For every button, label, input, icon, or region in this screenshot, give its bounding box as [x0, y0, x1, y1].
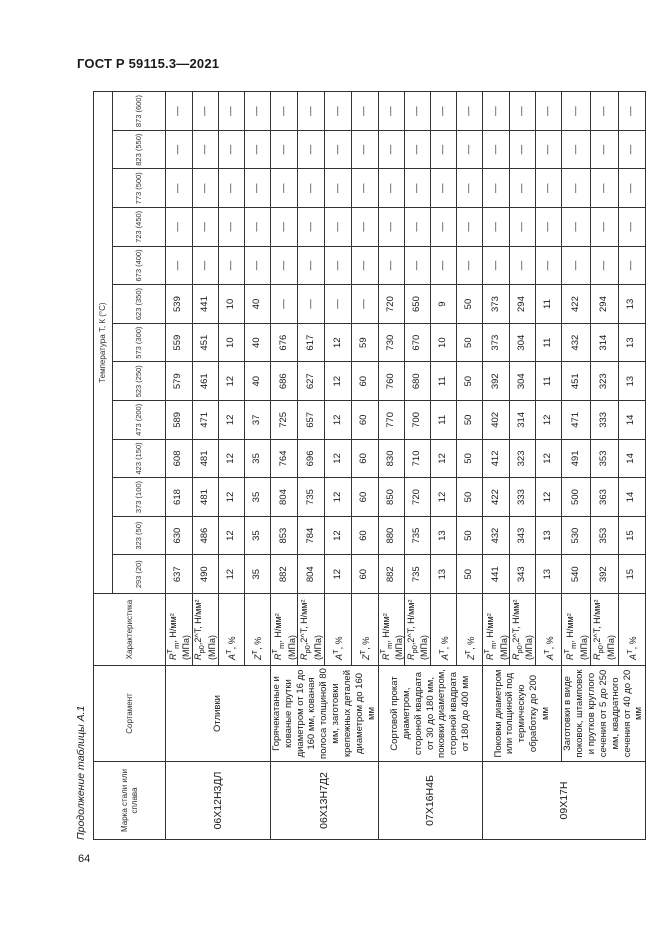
value-cell: 13	[536, 555, 562, 594]
characteristic-cell: $Z^T$, %	[351, 594, 378, 666]
value-cell: 686	[270, 362, 298, 401]
value-cell: —	[590, 169, 618, 208]
header-temp: 293 (20)	[113, 555, 166, 594]
value-cell: 850	[378, 478, 405, 517]
header-temp: 373 (100)	[113, 478, 166, 517]
value-cell: 13	[536, 516, 562, 555]
value-cell: —	[192, 92, 218, 131]
value-cell: —	[298, 130, 325, 169]
rotated-table-area	[73, 80, 645, 840]
value-cell: 50	[457, 401, 483, 440]
value-cell: 11	[431, 362, 457, 401]
value-cell: —	[405, 130, 431, 169]
value-cell: 353	[590, 439, 618, 478]
value-cell: 15	[618, 516, 646, 555]
value-cell: 14	[618, 401, 646, 440]
value-cell: 50	[457, 323, 483, 362]
value-cell: —	[618, 208, 646, 247]
value-cell: —	[378, 92, 405, 131]
value-cell: 10	[218, 285, 244, 324]
value-cell: 13	[618, 362, 646, 401]
value-cell: 60	[351, 516, 378, 555]
value-cell: 451	[192, 323, 218, 362]
value-cell: 471	[192, 401, 218, 440]
value-cell: 12	[325, 478, 352, 517]
value-cell: —	[270, 208, 298, 247]
header-temp: 823 (550)	[113, 130, 166, 169]
value-cell: 830	[378, 439, 405, 478]
header-temp: 773 (500)	[113, 169, 166, 208]
value-cell: —	[351, 92, 378, 131]
value-cell: 12	[536, 439, 562, 478]
value-cell: 617	[298, 323, 325, 362]
value-cell: —	[270, 285, 298, 324]
value-cell: —	[378, 169, 405, 208]
value-cell: 12	[218, 516, 244, 555]
value-cell: 710	[405, 439, 431, 478]
value-cell: 60	[351, 555, 378, 594]
value-cell: 333	[510, 478, 536, 517]
value-cell: 304	[510, 323, 536, 362]
value-cell: 500	[562, 478, 591, 517]
value-cell: 50	[457, 362, 483, 401]
value-cell: —	[218, 130, 244, 169]
value-cell: 471	[562, 401, 591, 440]
characteristic-cell: $A^T$, %	[325, 594, 352, 666]
value-cell: —	[431, 92, 457, 131]
value-cell: 294	[510, 285, 536, 324]
value-cell: 559	[166, 323, 193, 362]
value-cell: 481	[192, 439, 218, 478]
value-cell: —	[510, 169, 536, 208]
header-grade: Марка стали или сплава	[94, 762, 166, 840]
value-cell: —	[325, 208, 352, 247]
value-cell: 314	[510, 401, 536, 440]
value-cell: 12	[325, 555, 352, 594]
assortment-cell: Сортовой прокат диаметром, стороной квадрата от 30 до 180 мм, поковки диаметром, стороной квадрата от 180 до 400 мм	[378, 666, 483, 762]
value-cell: 412	[483, 439, 510, 478]
value-cell: 304	[510, 362, 536, 401]
value-cell: 60	[351, 401, 378, 440]
value-cell: —	[298, 208, 325, 247]
value-cell: —	[298, 285, 325, 324]
value-cell: —	[351, 285, 378, 324]
value-cell: 392	[590, 555, 618, 594]
value-cell: 12	[325, 439, 352, 478]
header-temp: 323 (50)	[113, 516, 166, 555]
value-cell: —	[431, 130, 457, 169]
value-cell: 12	[218, 401, 244, 440]
page-number: 64	[78, 853, 91, 865]
value-cell: 60	[351, 478, 378, 517]
value-cell: —	[270, 169, 298, 208]
value-cell: 323	[510, 439, 536, 478]
value-cell: 12	[536, 401, 562, 440]
characteristic-cell: $R^T_m$, Н/мм² (МПа)	[562, 594, 591, 666]
value-cell: —	[270, 246, 298, 285]
value-cell: —	[536, 92, 562, 131]
value-cell: —	[405, 208, 431, 247]
value-cell: —	[325, 246, 352, 285]
assortment-cell: Заготовки в виде поковок, штамповок и прутков круглого сечения от 5 до 250 мм, квадратного сечения от 40 до 20 мм	[562, 666, 646, 762]
value-cell: 540	[562, 555, 591, 594]
value-cell: —	[431, 246, 457, 285]
characteristic-cell: $R^T_m$, Н/мм² (МПа)	[270, 594, 298, 666]
value-cell: —	[325, 169, 352, 208]
value-cell: 696	[298, 439, 325, 478]
value-cell: —	[244, 130, 270, 169]
table-row	[483, 92, 510, 840]
value-cell: 700	[405, 401, 431, 440]
grade-cell: 07Х16Н4Б	[378, 762, 483, 840]
value-cell: 882	[378, 555, 405, 594]
value-cell: 343	[510, 555, 536, 594]
value-cell: 35	[244, 478, 270, 517]
value-cell: —	[590, 208, 618, 247]
characteristic-cell: $R_{p0},2\^{}T$, Н/мм² (МПа)	[192, 594, 218, 666]
characteristic-cell: $A^T$, %	[218, 594, 244, 666]
value-cell: —	[166, 130, 193, 169]
value-cell: 720	[378, 285, 405, 324]
value-cell: 11	[431, 401, 457, 440]
value-cell: —	[618, 130, 646, 169]
value-cell: —	[218, 246, 244, 285]
value-cell: —	[325, 285, 352, 324]
value-cell: 804	[298, 555, 325, 594]
value-cell: 12	[218, 439, 244, 478]
value-cell: 12	[536, 478, 562, 517]
value-cell: —	[192, 246, 218, 285]
value-cell: 13	[618, 323, 646, 362]
table-row	[166, 92, 193, 840]
value-cell: 14	[618, 439, 646, 478]
value-cell: 11	[536, 323, 562, 362]
value-cell: 373	[483, 323, 510, 362]
value-cell: 40	[244, 362, 270, 401]
value-cell: —	[378, 208, 405, 247]
value-cell: 432	[562, 323, 591, 362]
value-cell: —	[562, 92, 591, 131]
value-cell: 530	[562, 516, 591, 555]
value-cell: 579	[166, 362, 193, 401]
value-cell: 441	[192, 285, 218, 324]
value-cell: 422	[562, 285, 591, 324]
value-cell: —	[244, 208, 270, 247]
properties-table	[93, 91, 646, 840]
value-cell: 770	[378, 401, 405, 440]
value-cell: 486	[192, 516, 218, 555]
value-cell: —	[192, 169, 218, 208]
header-temperature: Температура T, К (°С)	[94, 92, 113, 594]
value-cell: 333	[590, 401, 618, 440]
value-cell: —	[562, 130, 591, 169]
value-cell: 13	[431, 516, 457, 555]
value-cell: —	[244, 246, 270, 285]
value-cell: 491	[562, 439, 591, 478]
value-cell: 880	[378, 516, 405, 555]
value-cell: 735	[298, 478, 325, 517]
value-cell: 735	[405, 555, 431, 594]
value-cell: —	[562, 208, 591, 247]
header-temp: 473 (200)	[113, 401, 166, 440]
value-cell: —	[510, 246, 536, 285]
value-cell: —	[218, 208, 244, 247]
characteristic-cell: $R^T_m$, Н/мм² (МПа)	[166, 594, 193, 666]
value-cell: 11	[536, 285, 562, 324]
value-cell: —	[218, 92, 244, 131]
value-cell: —	[483, 246, 510, 285]
value-cell: —	[244, 169, 270, 208]
value-cell: 725	[270, 401, 298, 440]
value-cell: 657	[298, 401, 325, 440]
value-cell: 12	[325, 362, 352, 401]
value-cell: —	[192, 208, 218, 247]
value-cell: 670	[405, 323, 431, 362]
table-row	[270, 92, 298, 840]
value-cell: 35	[244, 516, 270, 555]
value-cell: 627	[298, 362, 325, 401]
value-cell: 13	[431, 555, 457, 594]
value-cell: 60	[351, 362, 378, 401]
characteristic-cell: $Z^T$, %	[457, 594, 483, 666]
value-cell: —	[483, 92, 510, 131]
characteristic-cell: $R^T_m$, Н/мм² (МПа)	[378, 594, 405, 666]
characteristic-cell: $Z^T$, %	[244, 594, 270, 666]
value-cell: 637	[166, 555, 193, 594]
value-cell: —	[431, 169, 457, 208]
value-cell: —	[378, 130, 405, 169]
value-cell: 50	[457, 555, 483, 594]
value-cell: 804	[270, 478, 298, 517]
value-cell: 608	[166, 439, 193, 478]
value-cell: 618	[166, 478, 193, 517]
characteristic-cell: $R_{p0},2\^{}T$, Н/мм² (МПа)	[298, 594, 325, 666]
value-cell: —	[483, 208, 510, 247]
value-cell: —	[618, 169, 646, 208]
header-temp: 523 (250)	[113, 362, 166, 401]
value-cell: 50	[457, 439, 483, 478]
grade-cell: 09Х17Н	[483, 762, 646, 840]
header-temp: 623 (350)	[113, 285, 166, 324]
value-cell: —	[510, 92, 536, 131]
value-cell: —	[351, 246, 378, 285]
value-cell: 373	[483, 285, 510, 324]
value-cell: —	[244, 92, 270, 131]
value-cell: 764	[270, 439, 298, 478]
header-temp: 573 (300)	[113, 323, 166, 362]
table-row	[378, 92, 405, 840]
value-cell: 12	[431, 478, 457, 517]
value-cell: 59	[351, 323, 378, 362]
assortment-cell: Горячекатаные и кованые прутки диаметром от 16 до 160 мм, кованая полоса толщиной 80 мм, заготовки крепежных деталей диаметром до 160 мм	[270, 666, 378, 762]
table-caption: Продолжение таблицы А.1	[75, 705, 87, 840]
value-cell: 11	[536, 362, 562, 401]
value-cell: —	[618, 246, 646, 285]
value-cell: —	[218, 169, 244, 208]
value-cell: —	[166, 246, 193, 285]
value-cell: 490	[192, 555, 218, 594]
value-cell: —	[431, 208, 457, 247]
value-cell: 589	[166, 401, 193, 440]
value-cell: —	[166, 208, 193, 247]
value-cell: 10	[431, 323, 457, 362]
value-cell: —	[298, 169, 325, 208]
value-cell: 35	[244, 555, 270, 594]
grade-cell: 06Х12Н3ДЛ	[166, 762, 271, 840]
value-cell: 461	[192, 362, 218, 401]
value-cell: —	[325, 130, 352, 169]
value-cell: —	[590, 130, 618, 169]
value-cell: 314	[590, 323, 618, 362]
value-cell: 760	[378, 362, 405, 401]
value-cell: —	[325, 92, 352, 131]
value-cell: 37	[244, 401, 270, 440]
value-cell: 12	[431, 439, 457, 478]
value-cell: —	[510, 130, 536, 169]
value-cell: 12	[325, 323, 352, 362]
value-cell: 323	[590, 362, 618, 401]
value-cell: 422	[483, 478, 510, 517]
value-cell: —	[270, 92, 298, 131]
value-cell: 451	[562, 362, 591, 401]
characteristic-cell: $A^T$, %	[536, 594, 562, 666]
header-temp: 673 (400)	[113, 246, 166, 285]
value-cell: 730	[378, 323, 405, 362]
value-cell: —	[590, 92, 618, 131]
value-cell: 720	[405, 478, 431, 517]
document-title: ГОСТ Р 59115.3—2021	[77, 56, 220, 71]
value-cell: —	[536, 130, 562, 169]
value-cell: 363	[590, 478, 618, 517]
value-cell: 441	[483, 555, 510, 594]
value-cell: 40	[244, 323, 270, 362]
value-cell: 539	[166, 285, 193, 324]
value-cell: 14	[618, 478, 646, 517]
table-row	[562, 92, 591, 840]
value-cell: —	[618, 92, 646, 131]
value-cell: —	[536, 169, 562, 208]
assortment-cell: Поковки диаметром или толщиной под термическую обработку до 200 мм	[483, 666, 562, 762]
value-cell: —	[405, 92, 431, 131]
value-cell: 15	[618, 555, 646, 594]
value-cell: —	[166, 92, 193, 131]
value-cell: —	[378, 246, 405, 285]
value-cell: 12	[218, 478, 244, 517]
characteristic-cell: $A^T$, %	[618, 594, 646, 666]
value-cell: —	[590, 246, 618, 285]
value-cell: 13	[618, 285, 646, 324]
value-cell: 343	[510, 516, 536, 555]
value-cell: 853	[270, 516, 298, 555]
header-characteristic: Характеристика	[94, 594, 166, 666]
characteristic-cell: $R_{p0},2\^{}T$, Н/мм² (МПа)	[405, 594, 431, 666]
value-cell: 481	[192, 478, 218, 517]
characteristic-cell: $R^T_m$, Н/мм² (МПа)	[483, 594, 510, 666]
value-cell: 630	[166, 516, 193, 555]
value-cell: 12	[325, 401, 352, 440]
value-cell: —	[270, 130, 298, 169]
value-cell: —	[351, 208, 378, 247]
value-cell: —	[457, 246, 483, 285]
value-cell: 35	[244, 439, 270, 478]
value-cell: —	[457, 208, 483, 247]
header-temp: 423 (150)	[113, 439, 166, 478]
value-cell: 50	[457, 516, 483, 555]
value-cell: 12	[218, 555, 244, 594]
value-cell: 12	[325, 516, 352, 555]
grade-cell: 06Х13Н7Д2	[270, 762, 378, 840]
value-cell: —	[192, 130, 218, 169]
value-cell: —	[457, 130, 483, 169]
value-cell: 392	[483, 362, 510, 401]
value-cell: —	[166, 169, 193, 208]
value-cell: 10	[218, 323, 244, 362]
value-cell: —	[457, 92, 483, 131]
value-cell: —	[351, 130, 378, 169]
header-temp: 723 (450)	[113, 208, 166, 247]
value-cell: —	[510, 208, 536, 247]
value-cell: 9	[431, 285, 457, 324]
value-cell: —	[351, 169, 378, 208]
value-cell: 40	[244, 285, 270, 324]
value-cell: 294	[590, 285, 618, 324]
value-cell: 676	[270, 323, 298, 362]
value-cell: 60	[351, 439, 378, 478]
value-cell: —	[562, 169, 591, 208]
value-cell: —	[405, 246, 431, 285]
header-temp: 873 (600)	[113, 92, 166, 131]
value-cell: —	[562, 246, 591, 285]
value-cell: —	[405, 169, 431, 208]
value-cell: 882	[270, 555, 298, 594]
value-cell: —	[536, 246, 562, 285]
characteristic-cell: $R_{p0},2\^{}T$, Н/мм² (МПа)	[510, 594, 536, 666]
characteristic-cell: $R_{p0},2\^{}T$, Н/мм² (МПа)	[590, 594, 618, 666]
value-cell: 50	[457, 478, 483, 517]
header-assortment: Сортамент	[94, 666, 166, 762]
value-cell: —	[298, 246, 325, 285]
value-cell: 50	[457, 285, 483, 324]
value-cell: 353	[590, 516, 618, 555]
value-cell: —	[483, 130, 510, 169]
value-cell: 680	[405, 362, 431, 401]
assortment-cell: Отливки	[166, 666, 271, 762]
value-cell: 650	[405, 285, 431, 324]
value-cell: —	[536, 208, 562, 247]
value-cell: 735	[405, 516, 431, 555]
value-cell: —	[483, 169, 510, 208]
characteristic-cell: $A^T$, %	[431, 594, 457, 666]
value-cell: 402	[483, 401, 510, 440]
value-cell: 12	[218, 362, 244, 401]
value-cell: 432	[483, 516, 510, 555]
value-cell: —	[457, 169, 483, 208]
value-cell: 784	[298, 516, 325, 555]
value-cell: —	[298, 92, 325, 131]
